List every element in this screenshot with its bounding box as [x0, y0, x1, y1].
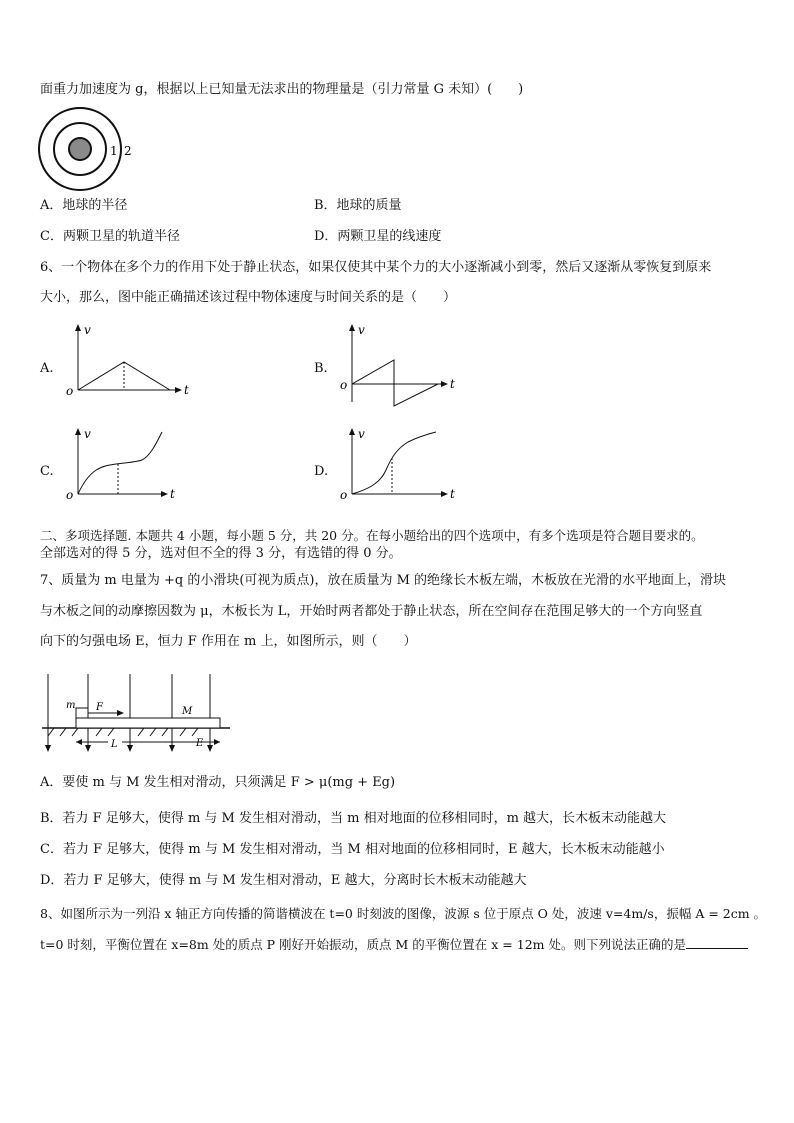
- section2-line1: 二、多项选择题. 本题共 4 小题，每小题 5 分，共 20 分。在每小题给出的四个选项中，有多个选项是符合题目要求的。: [40, 528, 704, 543]
- q7-option-d: D．若力 F 足够大，使得 m 与 M 发生相对滑动，E 越大，分离时长木板末动能越大: [40, 873, 527, 888]
- graph-a-v: v: [84, 323, 91, 337]
- section2-line2: 全部选对的得 5 分，选对但不全的得 3 分，有选错的得 0 分。: [40, 546, 402, 561]
- q6-option-c-label: C.: [40, 464, 54, 479]
- q6-line2: 大小，那么，图中能正确描述该过程中物体速度与时间关系的是（ ）: [40, 290, 457, 305]
- q8-line2: t=0 时刻，平衡位置在 x=8m 处的质点 P 刚好开始振动，质点 M 的平衡位置在 x = 12m 处。则下列说法正确的是: [40, 937, 686, 952]
- q6-line1: 6、一个物体在多个力的作用下处于静止状态，如果仅使其中某个力的大小逐渐减小到零，然后又逐渐从零恢复到原来: [40, 260, 712, 275]
- q6-option-d-label: D.: [314, 464, 329, 479]
- graph-b-v: v: [358, 323, 365, 337]
- label-M: M: [182, 706, 193, 717]
- long-board: [76, 718, 220, 728]
- q6-option-a-label: A.: [40, 361, 54, 376]
- label-L: L: [111, 739, 118, 750]
- graph-d: [340, 424, 470, 504]
- q5-option-c: C．两颗卫星的轨道半径: [40, 229, 180, 244]
- q8-line2-wrap: [40, 936, 748, 954]
- orbit-diagram: [36, 106, 176, 196]
- graph-b: [340, 322, 470, 412]
- graph-d-t: t: [450, 487, 455, 501]
- q7-line1: 7、质量为 m 电量为 +q 的小滑块(可视为质点)，放在质量为 M 的绝缘长木板左端，木板放在光滑的水平地面上，滑块: [40, 573, 727, 588]
- graph-c-o: o: [66, 488, 74, 502]
- small-block: [76, 708, 88, 718]
- graph-c-t: t: [170, 487, 175, 501]
- graph-a-o: o: [66, 384, 74, 398]
- graph-a: [66, 322, 196, 402]
- orbit-label-2: 2: [124, 144, 132, 158]
- label-F: F: [96, 702, 103, 713]
- label-m: m: [66, 700, 76, 711]
- label-E: E: [196, 738, 204, 749]
- q7-option-b: B．若力 F 足够大，使得 m 与 M 发生相对滑动，当 m 相对地面的位移相同时，m 越大，长木板末动能越大: [40, 811, 667, 826]
- graph-d-o: o: [340, 488, 348, 502]
- graph-b-o: o: [340, 378, 348, 392]
- board-field-diagram: [40, 670, 240, 755]
- q5-text: 面重力加速度为 g，根据以上已知量无法求出的物理量是（引力常量 G 未知）( ): [40, 82, 524, 97]
- q5-option-b: B．地球的质量: [314, 198, 402, 213]
- graph-b-t: t: [450, 377, 455, 391]
- graph-d-v: v: [358, 427, 365, 441]
- q7-line3: 向下的匀强电场 E，恒力 F 作用在 m 上，如图所示，则（ ）: [40, 634, 417, 649]
- q7-option-a: A．要使 m 与 M 发生相对滑动，只须满足 F > μ(mg + Eg): [40, 775, 396, 790]
- q6-option-b-label: B.: [314, 361, 328, 376]
- q7-option-c: C．若力 F 足够大，使得 m 与 M 发生相对滑动，当 M 相对地面的位移相同时，E 越大，长木板末动能越小: [40, 842, 665, 857]
- answer-blank[interactable]: [686, 936, 748, 949]
- orbit-label-1: 1: [110, 144, 118, 158]
- graph-c-v: v: [84, 427, 91, 441]
- q8-line1: 8、如图所示为一列沿 x 轴正方向传播的简谐横波在 t=0 时刻波的图像，波源 s 位于原点 O 处，波速 v=4m/s，振幅 A = 2cm 。: [40, 906, 767, 921]
- earth: [69, 138, 91, 160]
- graph-c: [66, 424, 196, 504]
- q7-line2: 与木板之间的动摩擦因数为 μ，木板长为 L，开始时两者都处于静止状态，所在空间存在范围足够大的一个方向竖直: [40, 604, 703, 619]
- q5-option-d: D．两颗卫星的线速度: [314, 229, 442, 244]
- graph-a-t: t: [184, 383, 189, 397]
- q5-option-a: A．地球的半径: [40, 198, 128, 213]
